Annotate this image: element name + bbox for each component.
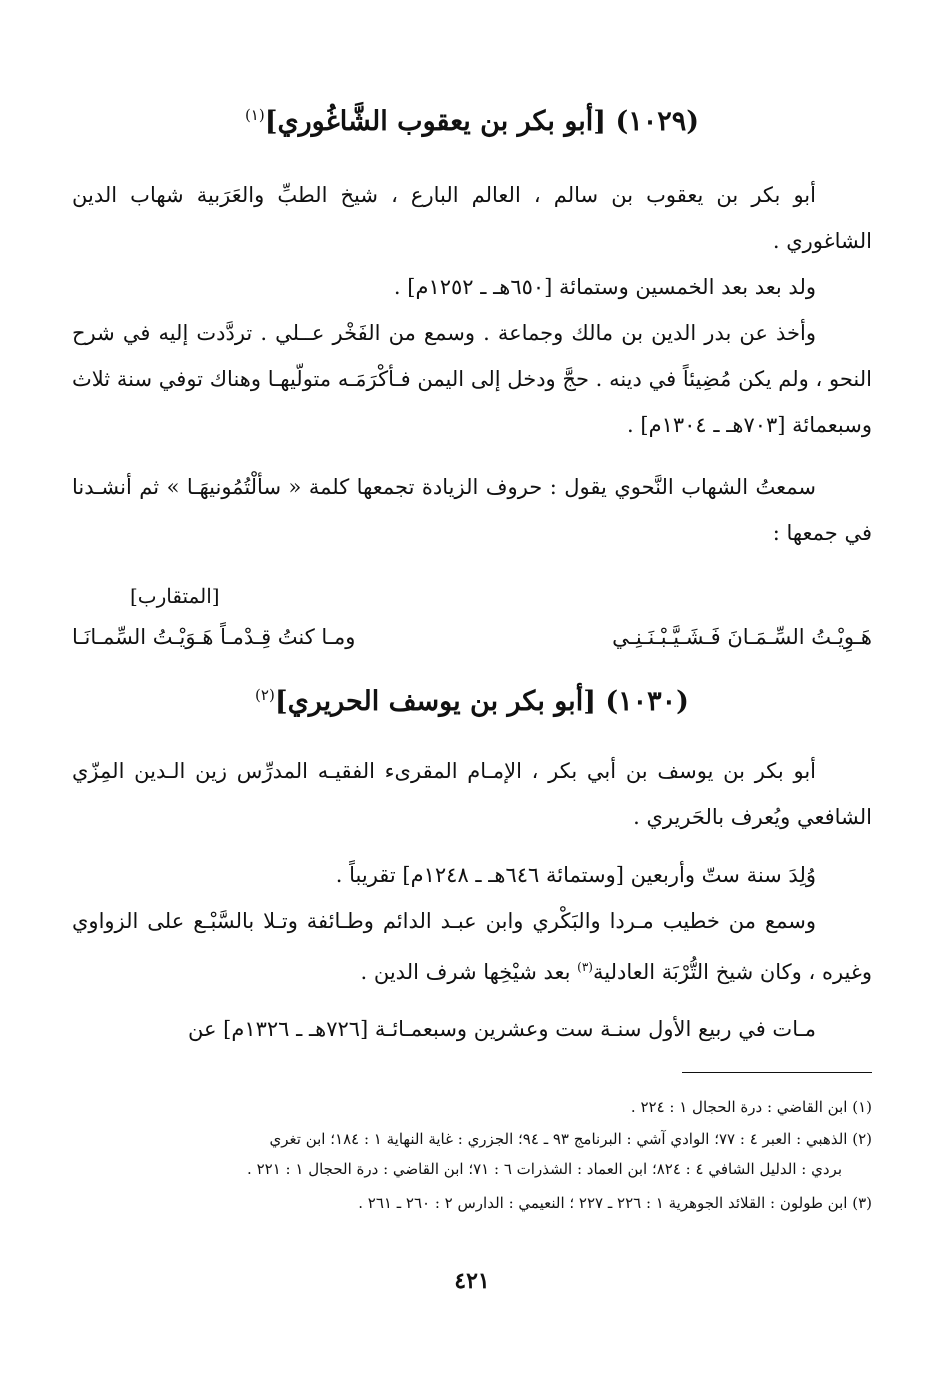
entry-paragraph: أبو بكر بن يعقوب بن سالم ، العالم البارع ، شيخ الطبِّ والعَرَبية شهاب الدين الشاغوري . (72, 183, 872, 253)
entry-paragraph: ولد بعد بعد الخمسين وستمائة [٦٥٠هـ ـ ١٢٥٢م] . (393, 275, 816, 299)
footnote-text-continued: بردي : الدليل الشافي ٤ : ٨٢٤؛ ابن العماد : الشذرات ٦ : ٧١؛ ابن القاضي : درة الحجال ١ : ٢٢١ . (247, 1160, 842, 1178)
poem-verse (72, 625, 872, 649)
footnote-text: ابن طولون : القلائد الجوهرية ١ : ٢٢٦ ـ ٢٢٧ ؛ النعيمي : الدارس ٢ : ٢٦٠ ـ ٢٦١ . (358, 1194, 848, 1212)
footnote-text: الذهبي : العبر ٤ : ٧٧؛ الوادي آشي : البرنامج ٩٣ ـ ٩٤؛ الجزري : غاية النهاية ١ : ١٨٤؛ ابن تغري (269, 1130, 848, 1148)
footnote-number: (٢) (852, 1130, 872, 1148)
entry-paragraph: مـات في ربيع الأول سنـة ست وعشرين وسبعمـائـة [٧٢٦هـ ـ ١٣٢٦م] عن (187, 1017, 816, 1041)
entry-title-1029 (72, 106, 872, 137)
entry-title-1030 (72, 686, 872, 717)
footnote (72, 1188, 872, 1218)
verse-first-hemistich: هَـوِيْـتُ السِّـمَـانَ فَـشَـيَّـبْـنَـنِـي (612, 625, 872, 649)
entry-title-text: (١٠٣٠) [أبو بكر بن يوسف الحريري] (274, 686, 689, 717)
verse-second-hemistich: ومـا كنتُ قِـدْمـاً هَـوَيْـتُ السِّمـانَـا (72, 625, 356, 649)
footnote-number: (٣) (852, 1194, 872, 1212)
footnote (72, 1124, 872, 1184)
footnote (72, 1092, 872, 1122)
page-number: ٤٢١ (454, 1268, 490, 1294)
footnote-text: ابن القاضي : درة الحجال ١ : ٢٢٤ . (630, 1098, 848, 1116)
entry-title-text: (١٠٢٩) [أبو بكر بن يعقوب الشَّاغُوري] (264, 106, 700, 137)
footnote-ref: (١) (244, 106, 265, 124)
entry-paragraph: سمعتُ الشهاب النَّحوي يقول : حروف الزيادة تجمعها كلمة « سألْتُمُونيهَـا » ثم أنشـدنا في جمعها : (72, 475, 872, 545)
entry-paragraph: وأخذ عن بدر الدين بن مالك وجماعة . وسمع من الفَخْر عــلي . تردَّدت إليه في شرح النحو ، ولم يكن مُضِيئاً في دينه . حجَّ ودخل إلى اليمن فـأكْرَمَـه متولّيهـا وهناك توفي سنة ثلاث وسبعمائة [٧٠٣هـ ـ ١٣٠٤م] . (72, 321, 872, 437)
footnote-ref: (٣) (577, 960, 593, 974)
footnote-divider (682, 1072, 872, 1073)
entry-paragraph: وُلِدَ سنة ستّ وأربعين [وستمائة ٦٤٦هـ ـ ١٢٤٨م] تقريباً . (335, 863, 816, 887)
footnote-ref: (٢) (255, 686, 275, 704)
poetic-meter-label: [المتقارب] (130, 584, 220, 608)
entry-paragraph (72, 898, 872, 995)
entry-paragraph: أبو بكر بن يوسف بن أبي بكر ، الإمـام المقرىء الفقيـه المدرِّس زين الـدين المِزّي الشافعي ويُعرف بالحَريري . (72, 759, 872, 829)
paragraph-text: وسمع من خطيب مـردا والبَكْري وابن عبـد الدائم وطـائفة وتـلا بالسَّبْـع على الزواوي وغيره ، وكان شيخ التُّرْبَة العادلية (72, 909, 872, 984)
footnote-number: (١) (852, 1098, 872, 1116)
paragraph-text: بعد شيْخِها شرف الدين . (360, 960, 578, 984)
